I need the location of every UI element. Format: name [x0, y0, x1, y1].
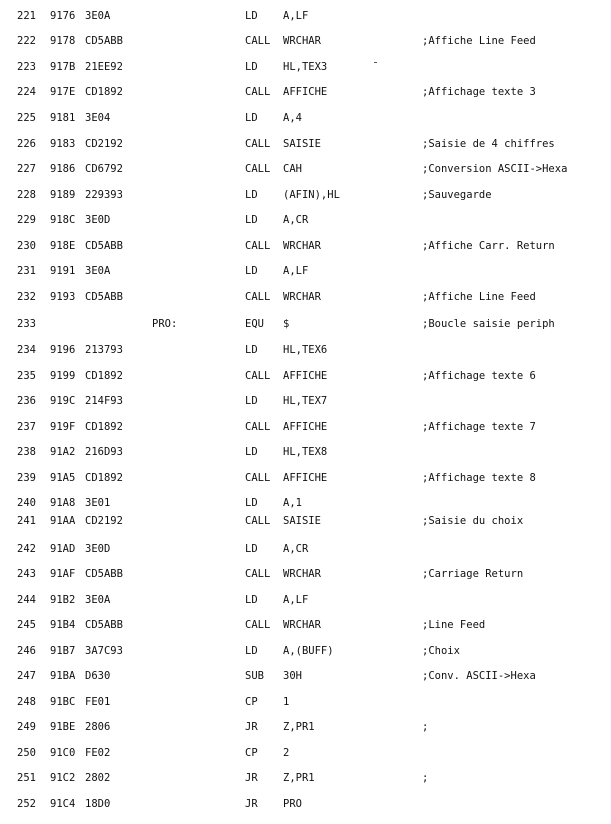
- opcode-bytes: CD1892: [85, 370, 123, 382]
- address: 91A8: [50, 497, 76, 509]
- comment: ;Saisie du choix: [422, 515, 524, 527]
- mnemonic: JR: [245, 772, 258, 784]
- line-number: 247: [17, 670, 36, 682]
- listing-line: [0, 511, 611, 531]
- comment: ;Affiche Line Feed: [422, 291, 536, 303]
- address: 9196: [50, 344, 76, 356]
- listing-line: [0, 768, 611, 788]
- listing-line: [0, 366, 611, 386]
- mnemonic: CALL: [245, 138, 271, 150]
- listing-line: [0, 31, 611, 51]
- address: 91BA: [50, 670, 76, 682]
- opcode-bytes: CD5ABB: [85, 619, 123, 631]
- operand: AFFICHE: [283, 370, 328, 382]
- line-number: 249: [17, 721, 36, 733]
- opcode-bytes: CD5ABB: [85, 291, 123, 303]
- operand: $: [283, 318, 290, 330]
- address: 91B2: [50, 594, 76, 606]
- mnemonic: LD: [245, 446, 258, 458]
- mnemonic: LD: [245, 594, 258, 606]
- opcode-bytes: 3A7C93: [85, 645, 123, 657]
- address: 9176: [50, 10, 76, 22]
- address: 9191: [50, 265, 76, 277]
- address: 9186: [50, 163, 76, 175]
- opcode-bytes: CD1892: [85, 421, 123, 433]
- line-number: 222: [17, 35, 36, 47]
- operand: 30H: [283, 670, 302, 682]
- listing-line: [0, 717, 611, 737]
- line-number: 240: [17, 497, 36, 509]
- line-number: 244: [17, 594, 36, 606]
- opcode-bytes: 2806: [85, 721, 111, 733]
- line-number: 238: [17, 446, 36, 458]
- operand: HL,TEX7: [283, 395, 328, 407]
- listing-line: [0, 210, 611, 230]
- comment: ;Affiche Line Feed: [422, 35, 536, 47]
- operand: WRCHAR: [283, 568, 321, 580]
- mnemonic: CP: [245, 696, 258, 708]
- listing-line: [0, 287, 611, 307]
- label: PRO:: [152, 318, 178, 330]
- comment: ;Carriage Return: [422, 568, 524, 580]
- address: 918E: [50, 240, 76, 252]
- line-number: 231: [17, 265, 36, 277]
- line-number: 235: [17, 370, 36, 382]
- listing-line: [0, 794, 611, 814]
- line-number: 223: [17, 61, 36, 73]
- opcode-bytes: 18D0: [85, 798, 111, 810]
- comment: ;Affichage texte 3: [422, 86, 536, 98]
- line-number: 239: [17, 472, 36, 484]
- line-number: 227: [17, 163, 36, 175]
- line-number: 229: [17, 214, 36, 226]
- address: 91BC: [50, 696, 76, 708]
- mnemonic: CALL: [245, 472, 271, 484]
- address: 918C: [50, 214, 76, 226]
- line-number: 233: [17, 318, 36, 330]
- line-number: 246: [17, 645, 36, 657]
- line-number: 232: [17, 291, 36, 303]
- address: 91AD: [50, 543, 76, 555]
- comment: ;: [422, 772, 429, 784]
- mnemonic: LD: [245, 645, 258, 657]
- address: 919F: [50, 421, 76, 433]
- operand: PRO: [283, 798, 302, 810]
- opcode-bytes: CD5ABB: [85, 568, 123, 580]
- mnemonic: CALL: [245, 240, 271, 252]
- operand: WRCHAR: [283, 291, 321, 303]
- mnemonic: LD: [245, 395, 258, 407]
- address: 917B: [50, 61, 76, 73]
- line-number: 251: [17, 772, 36, 784]
- listing-line: [0, 134, 611, 154]
- address: 919C: [50, 395, 76, 407]
- mnemonic: LD: [245, 10, 258, 22]
- line-number: 245: [17, 619, 36, 631]
- line-number: 221: [17, 10, 36, 22]
- opcode-bytes: 3E04: [85, 112, 111, 124]
- opcode-bytes: FE01: [85, 696, 111, 708]
- mnemonic: CALL: [245, 515, 271, 527]
- operand: A,4: [283, 112, 302, 124]
- line-number: 236: [17, 395, 36, 407]
- opcode-bytes: 229393: [85, 189, 123, 201]
- operand: 2: [283, 747, 290, 759]
- listing-line: [0, 417, 611, 437]
- operand: AFFICHE: [283, 421, 328, 433]
- comment: ;Boucle saisie periph: [422, 318, 555, 330]
- operand: A,1: [283, 497, 302, 509]
- opcode-bytes: 3E0D: [85, 214, 111, 226]
- listing-line: [0, 442, 611, 462]
- operand: WRCHAR: [283, 35, 321, 47]
- operand: 1: [283, 696, 290, 708]
- listing-line: [0, 57, 611, 77]
- line-number: 226: [17, 138, 36, 150]
- comment: ;Conv. ASCII->Hexa: [422, 670, 536, 682]
- operand: A,LF: [283, 594, 309, 606]
- opcode-bytes: FE02: [85, 747, 111, 759]
- line-number: 248: [17, 696, 36, 708]
- listing-line: [0, 493, 611, 513]
- address: 91C2: [50, 772, 76, 784]
- operand: AFFICHE: [283, 472, 328, 484]
- mnemonic: SUB: [245, 670, 264, 682]
- mnemonic: CALL: [245, 370, 271, 382]
- comment: ;Affichage texte 8: [422, 472, 536, 484]
- operand: HL,TEX3: [283, 61, 328, 73]
- mnemonic: LD: [245, 214, 258, 226]
- mnemonic: LD: [245, 543, 258, 555]
- mnemonic: CALL: [245, 421, 271, 433]
- opcode-bytes: 21EE92: [85, 61, 123, 73]
- listing-line: [0, 261, 611, 281]
- mnemonic: LD: [245, 344, 258, 356]
- operand: Z,PR1: [283, 772, 315, 784]
- opcode-bytes: CD2192: [85, 515, 123, 527]
- mnemonic: EQU: [245, 318, 264, 330]
- address: 9193: [50, 291, 76, 303]
- mnemonic: CALL: [245, 619, 271, 631]
- operand: CAH: [283, 163, 302, 175]
- opcode-bytes: 3E0A: [85, 265, 111, 277]
- opcode-bytes: CD6792: [85, 163, 123, 175]
- listing-line: [0, 6, 611, 26]
- comment: ;Conversion ASCII->Hexa: [422, 163, 568, 175]
- listing-line: [0, 564, 611, 584]
- address: 9178: [50, 35, 76, 47]
- address: 9189: [50, 189, 76, 201]
- mnemonic: CALL: [245, 35, 271, 47]
- comment: ;Sauvegarde: [422, 189, 492, 201]
- opcode-bytes: 2802: [85, 772, 111, 784]
- mnemonic: LD: [245, 112, 258, 124]
- address: 91BE: [50, 721, 76, 733]
- operand: Z,PR1: [283, 721, 315, 733]
- address: 9183: [50, 138, 76, 150]
- operand: A,CR: [283, 543, 309, 555]
- line-number: 250: [17, 747, 36, 759]
- listing-line: [0, 185, 611, 205]
- line-number: 228: [17, 189, 36, 201]
- operand: (AFIN),HL: [283, 189, 340, 201]
- operand: WRCHAR: [283, 619, 321, 631]
- opcode-bytes: CD5ABB: [85, 240, 123, 252]
- opcode-bytes: 213793: [85, 344, 123, 356]
- opcode-bytes: D630: [85, 670, 111, 682]
- comment: ;Affichage texte 7: [422, 421, 536, 433]
- listing-line: [0, 108, 611, 128]
- line-number: 230: [17, 240, 36, 252]
- mnemonic: LD: [245, 497, 258, 509]
- line-number: 241: [17, 515, 36, 527]
- comment: ;Affichage texte 6: [422, 370, 536, 382]
- mnemonic: CP: [245, 747, 258, 759]
- address: 9199: [50, 370, 76, 382]
- opcode-bytes: 3E0A: [85, 10, 111, 22]
- line-number: 243: [17, 568, 36, 580]
- listing-line: [0, 615, 611, 635]
- mnemonic: CALL: [245, 291, 271, 303]
- comment: ;Affiche Carr. Return: [422, 240, 555, 252]
- operand: WRCHAR: [283, 240, 321, 252]
- address: 9181: [50, 112, 76, 124]
- mnemonic: LD: [245, 265, 258, 277]
- operand: A,CR: [283, 214, 309, 226]
- opcode-bytes: 3E01: [85, 497, 111, 509]
- opcode-bytes: CD1892: [85, 86, 123, 98]
- operand: AFFICHE: [283, 86, 328, 98]
- listing-line: [0, 391, 611, 411]
- mnemonic: LD: [245, 61, 258, 73]
- listing-line: [0, 340, 611, 360]
- mnemonic: JR: [245, 721, 258, 733]
- listing-line: [0, 159, 611, 179]
- address: 91A5: [50, 472, 76, 484]
- comment: ;Line Feed: [422, 619, 486, 631]
- listing-line: [0, 743, 611, 763]
- line-number: 224: [17, 86, 36, 98]
- mnemonic: JR: [245, 798, 258, 810]
- mnemonic: CALL: [245, 163, 271, 175]
- listing-line: [0, 468, 611, 488]
- opcode-bytes: CD1892: [85, 472, 123, 484]
- line-number: 234: [17, 344, 36, 356]
- address: 91B4: [50, 619, 76, 631]
- line-number: 242: [17, 543, 36, 555]
- opcode-bytes: 3E0D: [85, 543, 111, 555]
- mnemonic: LD: [245, 189, 258, 201]
- opcode-bytes: 216D93: [85, 446, 123, 458]
- operand: A,LF: [283, 265, 309, 277]
- operand: SAISIE: [283, 515, 321, 527]
- opcode-bytes: CD2192: [85, 138, 123, 150]
- mnemonic: CALL: [245, 568, 271, 580]
- mnemonic: CALL: [245, 86, 271, 98]
- line-number: 252: [17, 798, 36, 810]
- listing-line: [0, 236, 611, 256]
- comment: ;Choix: [422, 645, 460, 657]
- comment: ;: [422, 721, 429, 733]
- operand: HL,TEX8: [283, 446, 328, 458]
- opcode-bytes: 214F93: [85, 395, 123, 407]
- address: 91C0: [50, 747, 76, 759]
- operand: HL,TEX6: [283, 344, 328, 356]
- address: 917E: [50, 86, 76, 98]
- comment: ;Saisie de 4 chiffres: [422, 138, 555, 150]
- address: 91C4: [50, 798, 76, 810]
- address: 91AF: [50, 568, 76, 580]
- operand: A,LF: [283, 10, 309, 22]
- listing-line: [0, 314, 611, 334]
- line-number: 237: [17, 421, 36, 433]
- listing-line: [0, 539, 611, 559]
- operand: A,(BUFF): [283, 645, 334, 657]
- operand: SAISIE: [283, 138, 321, 150]
- opcode-bytes: 3E0A: [85, 594, 111, 606]
- ink-speck: [374, 62, 377, 63]
- address: 91A2: [50, 446, 76, 458]
- listing-line: [0, 692, 611, 712]
- line-number: 225: [17, 112, 36, 124]
- listing-line: [0, 590, 611, 610]
- address: 91B7: [50, 645, 76, 657]
- listing-line: [0, 82, 611, 102]
- opcode-bytes: CD5ABB: [85, 35, 123, 47]
- listing-line: [0, 641, 611, 661]
- listing-line: [0, 666, 611, 686]
- address: 91AA: [50, 515, 76, 527]
